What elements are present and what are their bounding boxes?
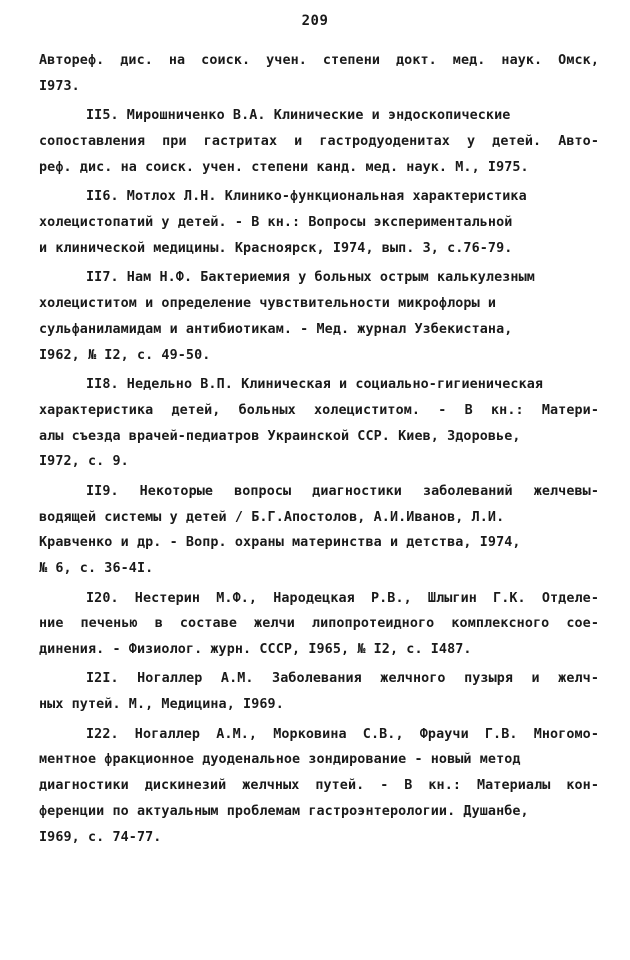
entry-line: динения. - Физиолог. журн. СССР, I965, № I2, с. I487. <box>39 642 472 658</box>
entry-line: и клинической медицины. Красноярск, I974, вып. 3, с.76-79. <box>39 240 513 256</box>
entry-line: характеристика детей, больных холециститом. - В кн.: Матери- <box>39 402 599 418</box>
bibliography-entry <box>39 48 599 100</box>
bibliography-entry <box>39 184 599 261</box>
entry-line: II9. Некоторые вопросы диагностики заболеваний желчевы- <box>86 483 599 499</box>
entry-line: водящей системы у детей / Б.Г.Апостолов, А.И.Иванов, Л.И. <box>39 509 505 525</box>
entry-line: сульфаниламидам и антибиотикам. - Мед. журнал Узбекистана, <box>39 321 513 337</box>
entry-line: I22. Ногаллер А.М., Морковина С.В., Фраучи Г.В. Многомо- <box>86 726 599 742</box>
bibliography-entry <box>39 666 599 718</box>
entry-line: № 6, с. 36-4I. <box>39 561 154 577</box>
bibliography-entry <box>39 722 599 851</box>
entry-line: I973. <box>39 78 80 94</box>
entry-line: II7. Нам Н.Ф. Бактериемия у больных острым калькулезным <box>86 270 535 286</box>
page-number: 209 <box>301 13 329 29</box>
bibliography-entry <box>39 372 599 475</box>
entry-line: Автореф. дис. на соиск. учен. степени докт. мед. наук. Омск, <box>39 53 599 68</box>
entry-line: I2I. Ногаллер А.М. Заболевания желчного пузыря и желч- <box>86 671 599 687</box>
entry-line: алы съезда врачей-педиатров Украинской ССР. Киев, Здоровье, <box>39 428 521 444</box>
bibliography-list <box>39 48 599 854</box>
bibliography-entry <box>39 586 599 663</box>
entry-line: II8. Недельно В.П. Клиническая и социально-гигиеническая <box>86 376 544 392</box>
entry-line: ференции по актуальным проблемам гастроэнтерологии. Душанбе, <box>39 804 529 820</box>
bibliography-entry <box>39 479 599 582</box>
bibliography-entry <box>39 265 599 368</box>
entry-line: I20. Нестерин М.Ф., Народецкая Р.В., Шлыгин Г.К. Отделе- <box>86 590 599 606</box>
entry-line: реф. дис. на соиск. учен. степени канд. мед. наук. М., I975. <box>39 159 529 175</box>
entry-line: II5. Мирошниченко В.А. Клинические и эндоскопические <box>86 108 511 124</box>
entry-line: ных путей. М., Медицина, I969. <box>39 697 284 713</box>
entry-line: сопоставления при гастритах и гастродуоденитах у детей. Авто- <box>39 133 599 149</box>
entry-line: Кравченко и др. - Вопр. охраны материнства и детства, I974, <box>39 535 521 551</box>
entry-line: ние печенью в составе желчи липопротеидного комплексного сое- <box>39 616 599 632</box>
entry-line: холецистопатий у детей. - В кн.: Вопросы экспериментальной <box>39 214 513 230</box>
bibliography-entry <box>39 103 599 180</box>
entry-line: холециститом и определение чувствительности микрофлоры и <box>39 295 497 311</box>
entry-line: диагностики дискинезий желчных путей. - В кн.: Материалы кон- <box>39 778 599 794</box>
entry-line: ментное фракционное дуоденальное зондирование - новый метод <box>39 752 521 768</box>
entry-line: I972, с. 9. <box>39 454 129 470</box>
entry-line: I962, № I2, с. 49-50. <box>39 347 211 363</box>
entry-line: I969, с. 74-77. <box>39 829 162 845</box>
entry-line: II6. Мотлох Л.Н. Клинико-функциональная характеристика <box>86 189 527 205</box>
